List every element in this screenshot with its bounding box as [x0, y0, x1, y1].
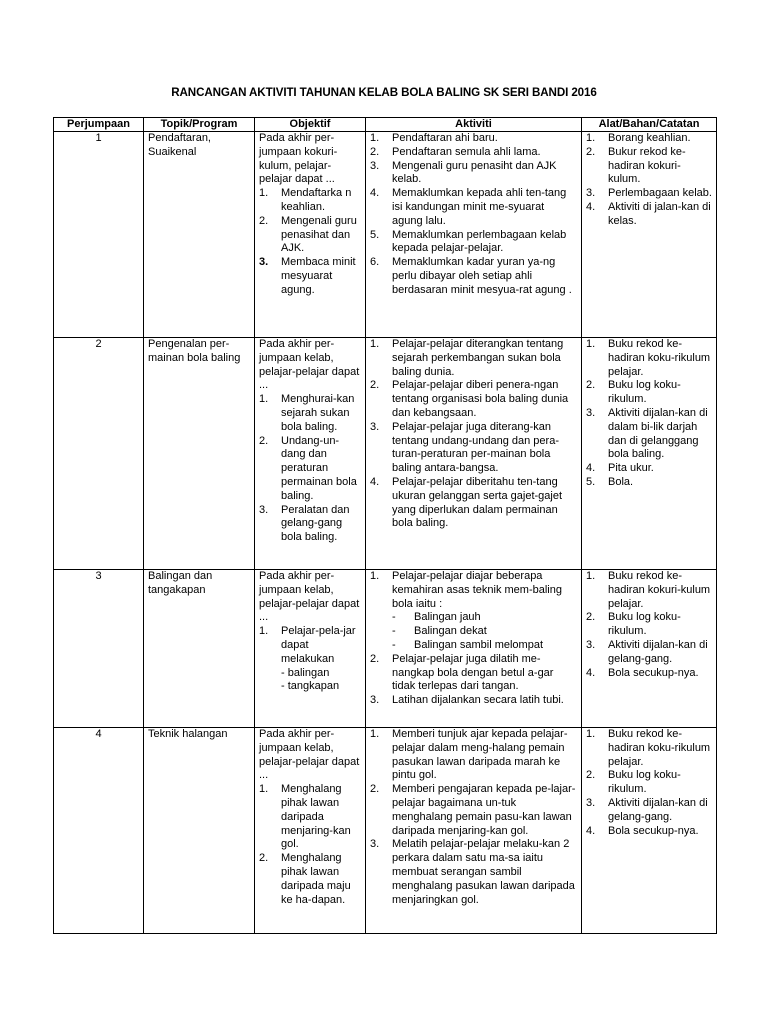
item-text-main: Membaca minit mesyuarat agung. — [281, 256, 356, 296]
header-topik-program: Topik/Program — [144, 118, 255, 132]
list-item — [370, 229, 577, 257]
item-marker: 1. — [259, 783, 269, 796]
item-text — [392, 229, 577, 257]
objective-intro: Pada akhir per-jumpaan kokuri-kulum, pelajar-pelajar dapat ... — [259, 132, 338, 186]
list-item — [586, 132, 712, 146]
objective-intro: Pada akhir per-jumpaan kelab, pelajar-pelajar dapat ... — [259, 728, 360, 782]
item-text-main: Buku rekod ke-hadiran kokuri-kulum pelajar. — [608, 570, 711, 610]
header-aktiviti: Aktiviti — [366, 118, 582, 132]
table-row — [54, 570, 717, 728]
item-text-main: Aktiviti dijalan-kan di gelang-gang. — [608, 638, 708, 665]
item-marker: 3. — [370, 694, 380, 707]
list-item — [370, 160, 577, 188]
item-text-main: Aktiviti di jalan-kan di kelas. — [608, 200, 711, 227]
list-item — [370, 187, 577, 228]
activity-cell — [366, 132, 582, 338]
list-item — [370, 379, 577, 420]
list-item — [259, 852, 361, 907]
list-item — [370, 338, 577, 379]
list-item — [586, 462, 712, 476]
item-text — [392, 132, 577, 146]
item-text — [281, 852, 361, 907]
item-text-main: Menghurai-kan sejarah sukan bola baling. — [281, 393, 355, 433]
item-text-main: Pendaftaran semula ahli lama. — [392, 145, 541, 158]
item-text — [392, 728, 577, 783]
item-text-main: Memaklumkan kadar yuran ya-ng perlu dibayar oleh setiap ahli berdasaran minit mesyua-rat agung . — [392, 256, 572, 296]
item-marker: 3. — [370, 838, 380, 851]
item-text — [392, 783, 577, 838]
item-text-main: Melatih pelajar-pelajar melaku-kan 2 perkara dalam satu ma-sa iaitu membuat serangan sambil menghalang pasukan lawan daripada menjaringkan gol. — [392, 838, 575, 906]
item-text-main: Mendaftarka n keahlian. — [281, 187, 352, 213]
item-text — [281, 625, 361, 694]
list-item — [586, 728, 712, 769]
item-marker: 3. — [259, 503, 269, 516]
dash-marker: - — [392, 638, 396, 651]
item-text-main: Menghalang pihak lawan daripada menjaring-kan gol. — [281, 783, 351, 851]
item-text-main: Pelajar-pelajar diajar beberapa kemahiran asas teknik mem-baling bola iaitu : — [392, 570, 562, 610]
item-text-main: Pelajar-pelajar juga diterang-kan tentang undang-undang dan pera-turan-peraturan per-mainan bola baling antara-bangsa. — [392, 420, 559, 475]
item-marker: 2. — [370, 145, 380, 158]
item-text-main: Bukur rekod ke-hadiran kokuri-kulum. — [608, 145, 686, 186]
item-marker: 1. — [586, 570, 596, 582]
list-item — [586, 146, 712, 187]
list-item — [586, 611, 712, 639]
activity-cell — [366, 570, 582, 728]
item-text — [281, 504, 361, 545]
item-marker: 4. — [586, 666, 596, 679]
activity-cell — [366, 728, 582, 934]
dash-text: Balingan dekat — [414, 625, 487, 638]
objective-list — [259, 625, 361, 694]
item-marker: 4. — [586, 824, 596, 837]
item-text — [608, 667, 712, 681]
item-text — [281, 783, 361, 852]
item-text — [608, 728, 712, 769]
item-text — [392, 146, 577, 160]
materials-cell — [582, 570, 717, 728]
header-objektif: Objektif — [255, 118, 366, 132]
item-text-main: Memaklumkan kepada ahli ten-tang isi kandungan minit me-syuarat agung lalu. — [392, 187, 567, 227]
item-text — [608, 201, 712, 229]
list-item — [586, 476, 712, 490]
table-header-row — [54, 118, 717, 132]
item-text — [608, 338, 712, 379]
item-text-main: Pelajar-pelajar diberitahu ten-tang ukuran gelanggan serta gajet-gajet yang diperlukan dalam permainan bola baling. — [392, 475, 563, 530]
list-item — [370, 132, 577, 146]
dash-list — [392, 611, 577, 652]
item-marker: 2. — [586, 379, 596, 392]
item-marker: 1. — [259, 393, 269, 406]
item-marker: 2. — [259, 434, 269, 447]
item-marker: 2. — [259, 214, 269, 227]
list-item — [586, 407, 712, 462]
list-item — [259, 215, 361, 256]
item-marker: 3. — [586, 638, 596, 651]
item-marker: 5. — [370, 228, 380, 241]
list-item — [586, 379, 712, 407]
item-marker: 2. — [370, 652, 380, 665]
item-text — [392, 187, 577, 228]
list-item — [370, 838, 577, 907]
objective-cell — [255, 132, 366, 338]
materials-list — [586, 132, 712, 229]
list-item — [370, 783, 577, 838]
item-text — [608, 132, 712, 146]
list-item — [370, 694, 577, 708]
item-marker: 5. — [586, 475, 596, 488]
table-row — [54, 132, 717, 338]
objective-list — [259, 393, 361, 545]
item-marker: 1. — [370, 728, 380, 740]
objective-cell — [255, 570, 366, 728]
item-marker: 3. — [370, 420, 380, 433]
item-marker: 1. — [259, 625, 269, 638]
objective-intro: Pada akhir per-jumpaan kelab, pelajar-pelajar dapat ... — [259, 338, 360, 392]
list-item — [259, 435, 361, 504]
objective-list — [259, 783, 361, 907]
list-item — [586, 201, 712, 229]
item-text-main: Peralatan dan gelang-gang bola baling. — [281, 503, 350, 544]
item-text-main: Borang keahlian. — [608, 132, 691, 144]
item-text-main: Buku log koku-rikulum. — [608, 611, 681, 638]
perjumpaan-cell: 2 — [54, 338, 144, 570]
item-text — [608, 611, 712, 639]
item-text — [281, 435, 361, 504]
list-item — [586, 338, 712, 379]
activity-plan-table — [53, 117, 717, 934]
activity-list — [370, 570, 577, 708]
item-text-main: Pelajar-pela-jar dapat melakukan — [281, 625, 356, 665]
list-item — [370, 476, 577, 531]
item-marker: 1. — [586, 728, 596, 740]
item-text — [392, 256, 577, 297]
item-text-main: Pendaftaran ahi baru. — [392, 132, 498, 144]
materials-list — [586, 338, 712, 490]
list-item — [586, 825, 712, 839]
materials-cell — [582, 728, 717, 934]
dash-item — [392, 639, 577, 653]
item-text — [608, 187, 712, 201]
list-item — [586, 797, 712, 825]
item-text — [392, 338, 577, 379]
item-text-main: Perlembagaan kelab. — [608, 187, 712, 200]
dash-item — [392, 611, 577, 625]
item-marker: 3. — [586, 796, 596, 809]
activity-list — [370, 338, 577, 531]
item-marker: 3. — [370, 159, 380, 172]
item-text-main: Pelajar-pelajar diberi penera-ngan tentang organisasi bola baling dunia dan kebangsaan. — [392, 379, 569, 419]
topic-cell: Pendaftaran, Suaikenal — [144, 132, 255, 338]
topic-cell: Pengenalan per-mainan bola baling — [144, 338, 255, 570]
objective-intro: Pada akhir per-jumpaan kelab, pelajar-pelajar dapat ... — [259, 570, 360, 624]
item-text — [608, 146, 712, 187]
materials-list — [586, 728, 712, 838]
dash-text: Balingan sambil melompat — [414, 638, 544, 651]
item-text-main: Pelajar-pelajar juga dilatih me-nangkap bola dengan betul a-gar tidak terlepas dari tangan. — [392, 652, 554, 693]
objective-cell — [255, 728, 366, 934]
dash-item — [392, 625, 577, 639]
item-text — [392, 838, 577, 907]
dash-text: Balingan jauh — [414, 611, 481, 624]
item-text — [608, 476, 712, 490]
activity-cell — [366, 338, 582, 570]
item-marker: 1. — [370, 338, 380, 350]
item-marker: 3. — [586, 406, 596, 419]
dash-marker: - — [392, 611, 396, 624]
item-text-main: Buku rekod ke-hadiran koku-rikulum pelajar. — [608, 338, 711, 378]
item-text — [392, 421, 577, 476]
list-item — [370, 256, 577, 297]
materials-list — [586, 570, 712, 680]
list-item — [259, 783, 361, 852]
item-text-main: Aktiviti dijalan-kan di dalam bi-lik darjah dan di gelanggang bola baling. — [608, 406, 708, 461]
table-row — [54, 728, 717, 934]
item-text — [281, 215, 361, 256]
item-text-main: Bola. — [608, 475, 634, 488]
item-marker: 4. — [586, 200, 596, 213]
item-marker: 2. — [586, 611, 596, 624]
item-text-main: Latihan dijalankan secara latih tubi. — [392, 694, 564, 707]
objective-list — [259, 187, 361, 297]
list-item — [586, 769, 712, 797]
list-item — [586, 639, 712, 667]
item-marker: 2. — [586, 145, 596, 158]
topic-cell: Balingan dan tangakapan — [144, 570, 255, 728]
list-item — [586, 570, 712, 611]
item-text — [608, 407, 712, 462]
item-text-main: Pelajar-pelajar diterangkan tentang sejarah perkembangan sukan bola baling dunia. — [392, 338, 564, 378]
item-marker: 2. — [370, 379, 380, 392]
materials-cell — [582, 132, 717, 338]
item-text — [608, 769, 712, 797]
list-item — [259, 504, 361, 545]
item-marker: 6. — [370, 256, 380, 269]
item-marker: 1. — [586, 132, 596, 144]
list-item — [370, 146, 577, 160]
item-marker: 4. — [586, 462, 596, 475]
item-text — [281, 393, 361, 434]
item-marker: 1. — [370, 132, 380, 144]
item-text — [392, 379, 577, 420]
item-marker: 1. — [259, 187, 269, 200]
activity-list — [370, 132, 577, 298]
list-item — [586, 667, 712, 681]
item-marker: 1. — [370, 570, 380, 582]
item-text-main: Mengenali guru penasiht dan AJK kelab. — [392, 159, 557, 186]
document-title: RANCANGAN AKTIVITI TAHUNAN KELAB BOLA BALING SK SERI BANDI 2016 — [171, 86, 597, 99]
item-text — [281, 187, 361, 215]
item-marker: 2. — [586, 769, 596, 782]
item-marker: 2. — [370, 783, 380, 796]
item-text-main: Undang-un-dang dan peraturan permainan bola baling. — [281, 434, 357, 502]
item-marker: 4. — [370, 475, 380, 488]
perjumpaan-cell: 4 — [54, 728, 144, 934]
item-text-main: Memberi tunjuk ajar kepada pelajar-pelajar dalam meng-halang pemain pasukan lawan daripada marah ke pintu gol. — [392, 728, 568, 782]
item-marker: 3. — [586, 187, 596, 200]
item-text-main: Memberi pengajaran kepada pe-lajar-pelajar bagaimana un-tuk menghalang pemain pasu-kan lawan daripada menjaring-kan gol. — [392, 783, 576, 837]
list-item — [370, 421, 577, 476]
item-marker: 4. — [370, 187, 380, 200]
item-text — [608, 825, 712, 839]
item-text — [281, 256, 361, 297]
list-item — [370, 653, 577, 694]
item-text-main: Bola secukup-nya. — [608, 824, 699, 837]
list-item — [586, 187, 712, 201]
item-text-main: Memaklumkan perlembagaan kelab kepada pelajar-pelajar. — [392, 228, 567, 255]
item-text-main: Pita ukur. — [608, 462, 654, 475]
item-sub-line: - balingan — [281, 666, 330, 679]
item-text-main: Buku log koku-rikulum. — [608, 379, 681, 406]
item-marker: 3. — [259, 256, 269, 269]
item-text — [608, 639, 712, 667]
topic-cell: Teknik halangan — [144, 728, 255, 934]
item-text — [608, 797, 712, 825]
activity-list — [370, 728, 577, 907]
item-text-main: Buku log koku-rikulum. — [608, 769, 681, 796]
item-text — [392, 694, 577, 708]
perjumpaan-cell: 3 — [54, 570, 144, 728]
item-text — [392, 653, 577, 694]
item-text — [392, 570, 577, 653]
list-item — [259, 187, 361, 215]
perjumpaan-cell: 1 — [54, 132, 144, 338]
table-row — [54, 338, 717, 570]
item-text — [608, 570, 712, 611]
item-text-main: Mengenali guru penasihat dan AJK. — [281, 214, 357, 255]
dash-marker: - — [392, 625, 396, 638]
item-marker: 2. — [259, 852, 269, 865]
materials-cell — [582, 338, 717, 570]
objective-cell — [255, 338, 366, 570]
header-alat-bahan-catatan: Alat/Bahan/Catatan — [582, 118, 717, 132]
item-sub-line: - tangkapan — [281, 680, 340, 693]
header-perjumpaan: Perjumpaan — [54, 118, 144, 132]
item-text-main: Menghalang pihak lawan daripada maju ke ha-dapan. — [281, 852, 351, 906]
item-text — [392, 160, 577, 188]
item-text-main: Aktiviti dijalan-kan di gelang-gang. — [608, 796, 708, 823]
list-item — [259, 256, 361, 297]
list-item — [259, 625, 361, 694]
list-item — [370, 728, 577, 783]
item-text-main: Bola secukup-nya. — [608, 666, 699, 679]
list-item — [259, 393, 361, 434]
item-text-main: Buku rekod ke-hadiran koku-rikulum pelajar. — [608, 728, 711, 768]
item-text — [608, 379, 712, 407]
list-item — [370, 570, 577, 653]
item-text — [608, 462, 712, 476]
item-text — [392, 476, 577, 531]
item-marker: 1. — [586, 338, 596, 350]
